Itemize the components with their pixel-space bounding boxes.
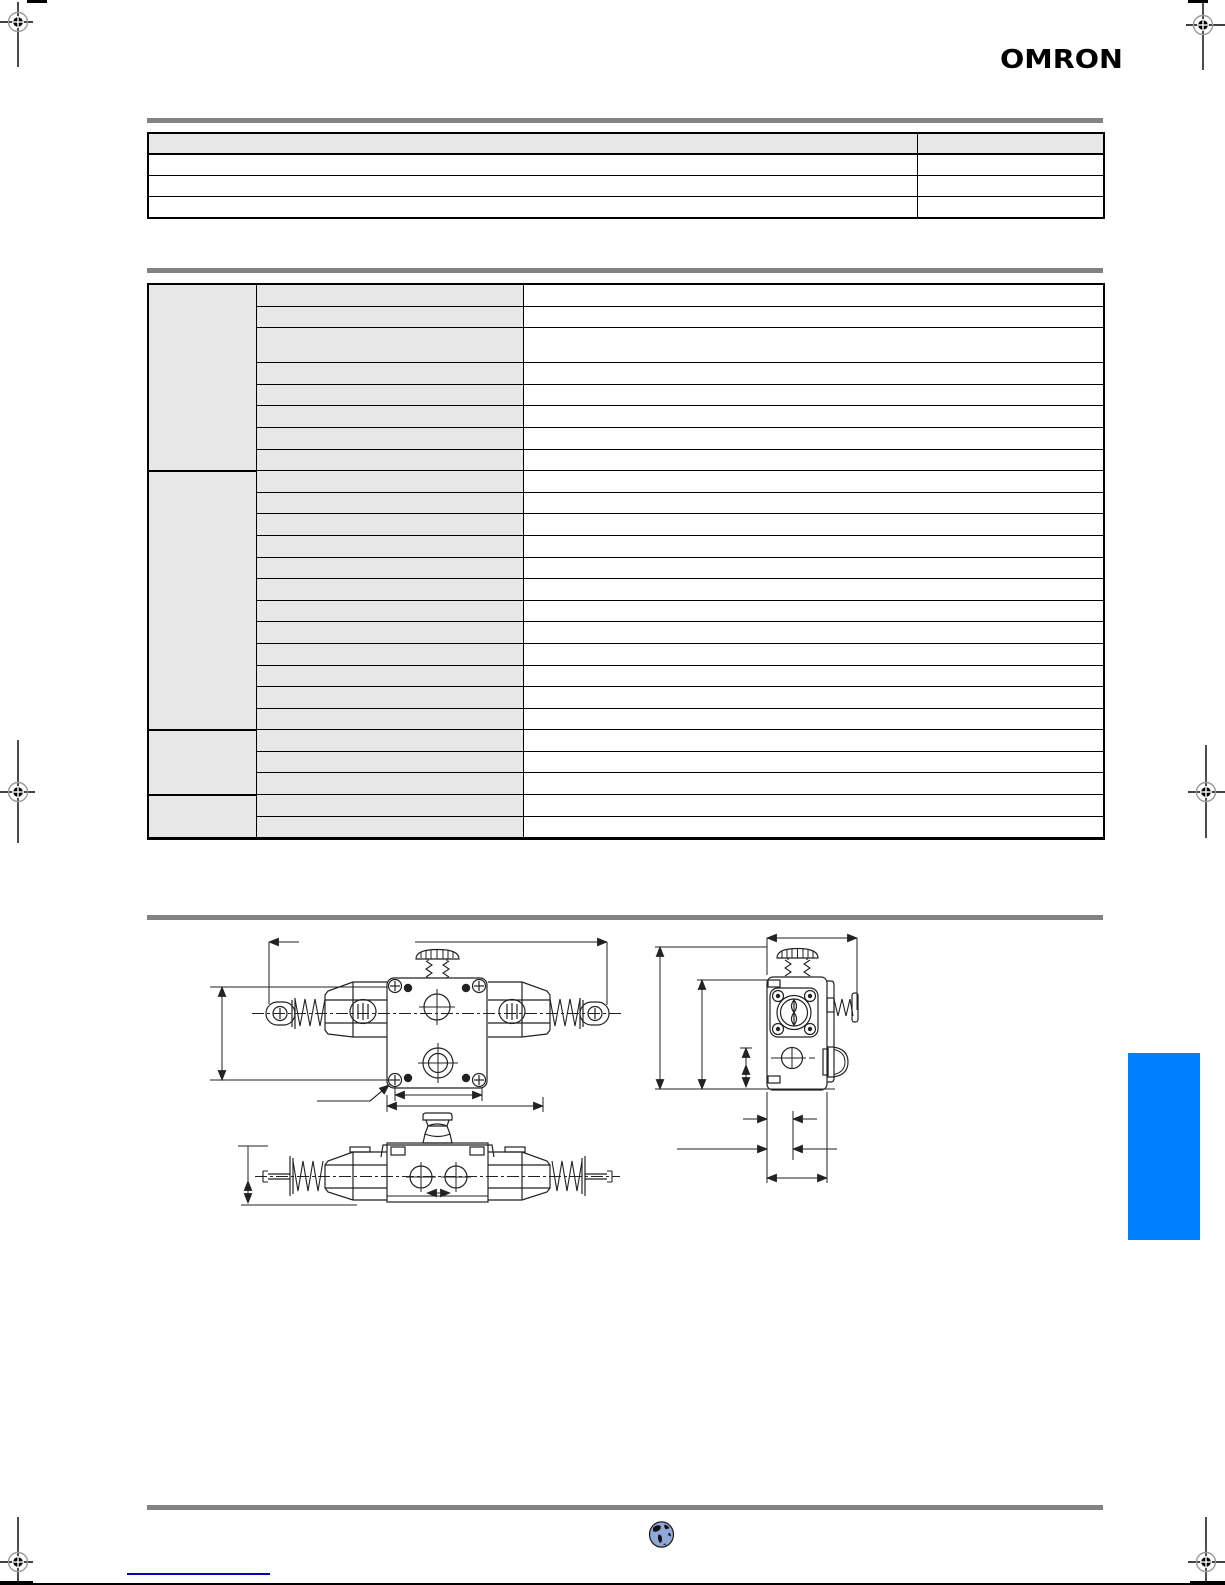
spec-table-value-cell	[523, 622, 1104, 644]
spec-table-item-cell	[256, 557, 523, 579]
spec-table-value-cell	[523, 557, 1104, 579]
spec-table-row	[148, 284, 1104, 306]
spec-table-item-cell	[256, 492, 523, 514]
reset-knob-plate	[770, 988, 818, 1037]
spec-table-item-cell	[256, 579, 523, 601]
estop-button-front	[416, 950, 459, 979]
spec-table-group-3	[148, 795, 1104, 839]
spec-table-item-cell	[256, 535, 523, 557]
spec-table-item-cell	[256, 363, 523, 385]
spec-table-row	[148, 306, 1104, 328]
spec-table-value-cell	[523, 751, 1104, 773]
top-table-row	[148, 197, 1104, 219]
spec-table-item-cell	[256, 384, 523, 406]
spec-table-value-cell	[523, 665, 1104, 687]
spec-table-value-cell	[523, 579, 1104, 601]
spec-table-row	[148, 328, 1104, 363]
spec-table-value-cell	[523, 730, 1104, 752]
spec-table-value-cell	[523, 773, 1104, 795]
top-table-cell	[148, 197, 917, 219]
spec-table-group-0	[148, 284, 1104, 471]
crop-bar	[27, 0, 47, 3]
spec-table-item-cell	[256, 514, 523, 536]
spec-table-row	[148, 557, 1104, 579]
footer-rule	[147, 1505, 1103, 1510]
main-spec-table	[147, 283, 1103, 840]
omron-logo: OMRON	[1000, 44, 1123, 75]
top-table-cell	[917, 176, 1104, 197]
spec-table-row	[148, 751, 1104, 773]
front-view-dimensions	[210, 942, 607, 1112]
spec-table-row	[148, 363, 1104, 385]
spec-table-value-cell	[523, 328, 1104, 363]
spec-table-value-cell	[523, 795, 1104, 817]
spec-table-item-cell	[256, 284, 523, 306]
spec-table-group-1	[148, 471, 1104, 730]
spec-table-item-cell	[256, 600, 523, 622]
spec-table-row	[148, 406, 1104, 428]
spec-table-row	[148, 816, 1104, 839]
estop-button-top-profile	[423, 1113, 452, 1143]
spec-table-row	[148, 730, 1104, 752]
spec-table-value-cell	[523, 427, 1104, 449]
spec-table-row	[148, 708, 1104, 730]
spec-table-item-cell	[256, 306, 523, 328]
spec-table-row	[148, 622, 1104, 644]
top-table-cell	[148, 154, 917, 176]
spec-table-row	[148, 600, 1104, 622]
spec-table-row	[148, 427, 1104, 449]
spec-table-item-cell	[256, 773, 523, 795]
spec-table-value-cell	[523, 406, 1104, 428]
spec-table-item-cell	[256, 795, 523, 817]
spec-table-value-cell	[523, 384, 1104, 406]
spec-table-value-cell	[523, 449, 1104, 471]
spec-table-item-cell	[256, 751, 523, 773]
spec-table-item-cell	[256, 730, 523, 752]
top-table-row	[148, 154, 1104, 176]
estop-button-side	[777, 949, 818, 977]
spec-table-category-cell	[148, 471, 256, 730]
spec-table-row	[148, 471, 1104, 493]
spec-table-grid	[147, 283, 1105, 840]
top-table-grid	[147, 132, 1105, 219]
spec-table-value-cell	[523, 284, 1104, 306]
spec-table-item-cell	[256, 816, 523, 839]
section-rule-2	[147, 268, 1103, 273]
top-table-cell	[148, 176, 917, 197]
top-table-header-cell	[148, 133, 917, 154]
section-index-tab	[1128, 1053, 1200, 1240]
spec-table-row	[148, 579, 1104, 601]
spec-table-value-cell	[523, 643, 1104, 665]
dimension-drawings	[147, 925, 1103, 1215]
spec-table-item-cell	[256, 449, 523, 471]
spec-table-item-cell	[256, 622, 523, 644]
top-table-cell	[917, 197, 1104, 219]
spec-table-item-cell	[256, 471, 523, 493]
cable-gland-side	[827, 993, 858, 1022]
spec-table-value-cell	[523, 816, 1104, 839]
spec-table-row	[148, 384, 1104, 406]
spec-table-value-cell	[523, 600, 1104, 622]
top-view-with-dimensions	[238, 1113, 620, 1205]
spec-table-value-cell	[523, 306, 1104, 328]
spec-table-row	[148, 535, 1104, 557]
spec-table-item-cell	[256, 687, 523, 709]
spec-table-row	[148, 795, 1104, 817]
top-table-row	[148, 176, 1104, 197]
spec-table-category-cell	[148, 284, 256, 471]
spec-table-row	[148, 449, 1104, 471]
spec-table-row	[148, 773, 1104, 795]
spec-table-group-2	[148, 730, 1104, 795]
spec-table-row	[148, 643, 1104, 665]
hyperlink-underline[interactable]	[127, 1573, 270, 1575]
spec-table-value-cell	[523, 514, 1104, 536]
section-rule-1	[147, 118, 1103, 123]
spec-table-category-cell	[148, 795, 256, 839]
front-view-with-dimensions	[210, 942, 623, 1112]
side-view-with-dimensions	[655, 938, 858, 1183]
spec-table-value-cell	[523, 492, 1104, 514]
crop-bar	[1188, 0, 1208, 3]
spec-table-row	[148, 514, 1104, 536]
spec-table-value-cell	[523, 363, 1104, 385]
page-bottom-rule	[0, 1583, 1225, 1585]
spec-table-value-cell	[523, 708, 1104, 730]
spec-table-item-cell	[256, 665, 523, 687]
spec-table-item-cell	[256, 427, 523, 449]
spec-table-value-cell	[523, 535, 1104, 557]
spec-table-row	[148, 665, 1104, 687]
top-table-cell	[917, 154, 1104, 176]
top-table	[147, 132, 1103, 219]
top-table-header-cell	[917, 133, 1104, 154]
spec-table-item-cell	[256, 328, 523, 363]
spec-table-item-cell	[256, 406, 523, 428]
section-rule-3	[147, 915, 1103, 920]
spec-table-item-cell	[256, 708, 523, 730]
spec-table-value-cell	[523, 687, 1104, 709]
spec-table-value-cell	[523, 471, 1104, 493]
spec-table-row	[148, 687, 1104, 709]
spec-table-item-cell	[256, 643, 523, 665]
spec-table-row	[148, 492, 1104, 514]
globe-icon	[648, 1521, 675, 1548]
spec-table-category-cell	[148, 730, 256, 795]
